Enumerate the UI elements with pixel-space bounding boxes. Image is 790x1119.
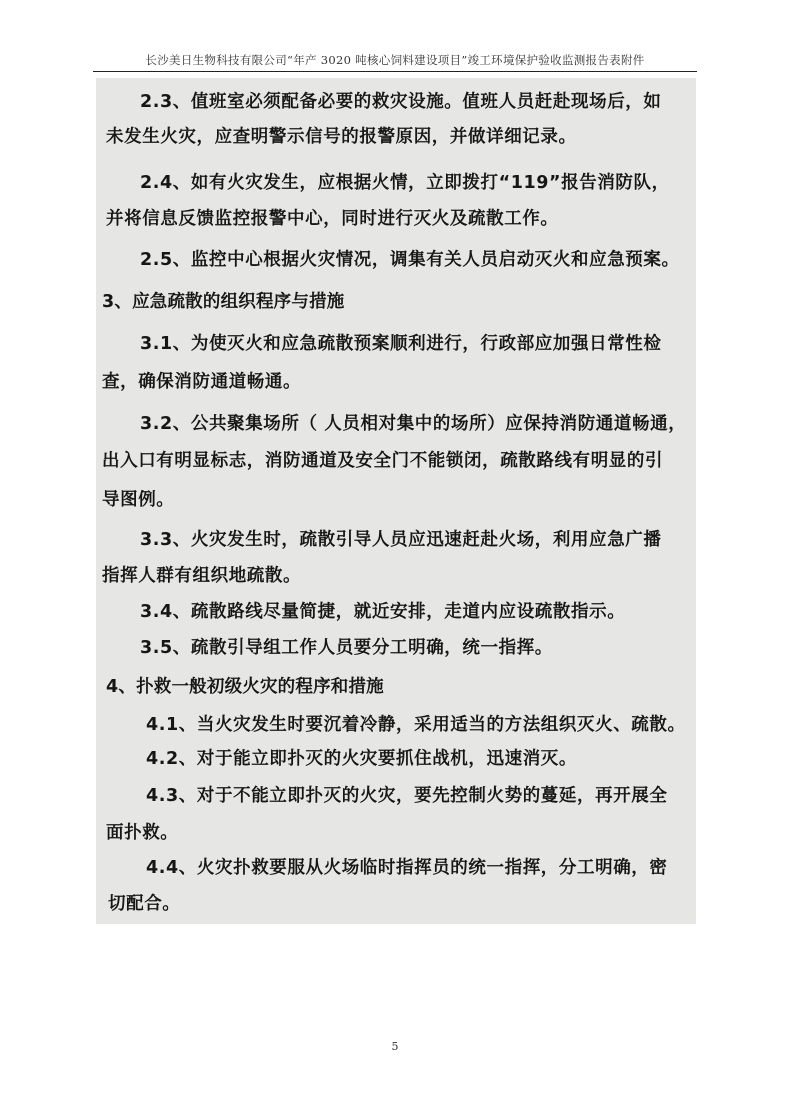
page-number: 5 — [391, 1040, 399, 1053]
text-line: 3.5、疏散引导组工作人员要分工明确，统一指挥。 — [140, 638, 553, 658]
text-line: 查，确保消防通道畅通。 — [102, 372, 302, 392]
text-line: 导图例。 — [102, 490, 175, 510]
section-heading: 3、应急疏散的组织程序与措施 — [102, 292, 345, 312]
text-line: 切配合。 — [108, 894, 181, 914]
text-line: 2.3、值班室必须配备必要的救灾设施。值班人员赶赴现场后，如 — [140, 92, 662, 112]
text-line: 2.5、监控中心根据火灾情况，调集有关人员启动灭火和应急预案。 — [140, 250, 680, 270]
text-line: 面扑救。 — [106, 823, 179, 843]
text-line: 4.3、对于不能立即扑灭的火灾，要先控制火势的蔓延，再开展全 — [146, 786, 668, 806]
text-line: 3.1、为使灭火和应急疏散预案顺利进行，行政部应加强日常性检 — [140, 334, 662, 354]
section-heading: 4、扑救一般初级火灾的程序和措施 — [106, 677, 384, 697]
scanned-document-region — [96, 78, 696, 924]
text-line: 4.4、火灾扑救要服从火场临时指挥员的统一指挥，分工明确，密 — [146, 858, 668, 878]
text-line: 3.3、火灾发生时，疏散引导人员应迅速赶赴火场，利用应急广播 — [140, 530, 662, 550]
text-line: 并将信息反馈监控报警中心，同时进行灭火及疏散工作。 — [106, 209, 559, 229]
text-line: 4.1、当火灾发生时要沉着冷静，采用适当的方法组织灭火、疏散。 — [146, 715, 686, 735]
text-line: 3.4、疏散路线尽量简捷，就近安排，走道内应设疏散指示。 — [140, 602, 626, 622]
text-line: 3.2、公共聚集场所（ 人员相对集中的场所）应保持消防通道畅通， — [140, 414, 687, 434]
page-header: 长沙美日生物科技有限公司“年产 3020 吨核心饲料建设项目”竣工环境保护验收监测报告表附件 — [145, 53, 645, 67]
text-line: 2.4、如有火灾发生，应根据火情，立即拨打“119”报告消防队， — [140, 173, 670, 193]
header-rule — [93, 71, 697, 72]
text-line: 未发生火灾，应查明警示信号的报警原因，并做详细记录。 — [106, 127, 577, 147]
text-line: 4.2、对于能立即扑灭的火灾要抓住战机，迅速消灭。 — [146, 749, 577, 769]
text-line: 指挥人群有组织地疏散。 — [102, 566, 302, 586]
text-line: 出入口有明显标志，消防通道及安全门不能锁闭，疏散路线有明显的引 — [102, 451, 664, 471]
